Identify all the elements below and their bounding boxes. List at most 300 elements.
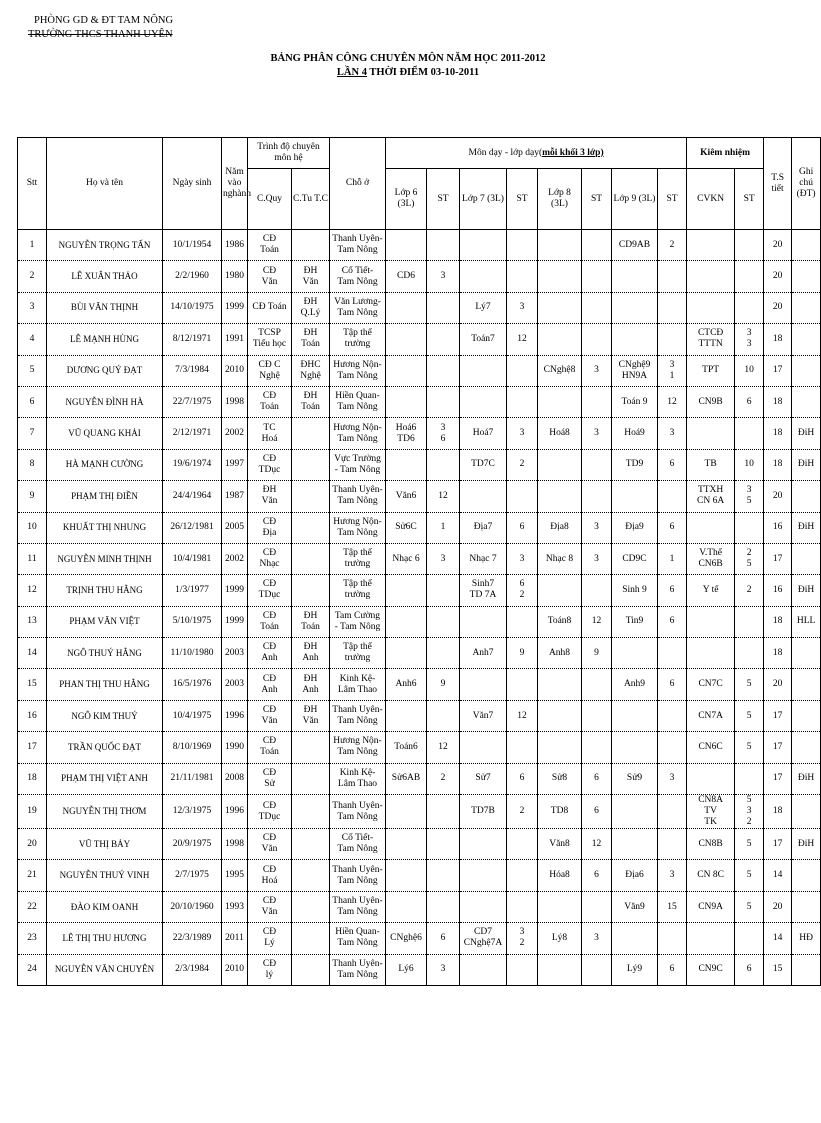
cell-stcv: 5 bbox=[735, 860, 764, 891]
cell-dob: 11/10/1980 bbox=[163, 638, 222, 669]
cell-grade6 bbox=[386, 860, 427, 891]
cell-st7: 3 bbox=[507, 418, 538, 449]
cell-total: 20 bbox=[764, 669, 792, 700]
cell-training-cq: CĐ Văn bbox=[248, 261, 292, 292]
table-row bbox=[18, 261, 821, 292]
cell-training-tc bbox=[292, 418, 330, 449]
cell-grade9: Hoá9 bbox=[612, 418, 658, 449]
cell-st6: 9 bbox=[427, 669, 460, 700]
cell-stcv: 3 3 bbox=[735, 324, 764, 355]
cell-st6: 3 6 bbox=[427, 418, 460, 449]
cell-grade8 bbox=[538, 669, 582, 700]
cell-st9 bbox=[658, 261, 687, 292]
cell-stt: 22 bbox=[18, 891, 47, 922]
cell-cvkn: TPT bbox=[687, 355, 735, 386]
cell-address: Thanh Uyên- Tam Nông bbox=[330, 860, 386, 891]
cell-grade8 bbox=[538, 261, 582, 292]
cell-grade8 bbox=[538, 700, 582, 731]
table-row bbox=[18, 954, 821, 985]
cell-grade6 bbox=[386, 449, 427, 480]
cell-note bbox=[792, 292, 821, 323]
cell-st8 bbox=[582, 261, 612, 292]
cell-dob: 10/4/1981 bbox=[163, 543, 222, 574]
cell-stcv: 10 bbox=[735, 355, 764, 386]
cell-st8: 6 bbox=[582, 795, 612, 829]
header-st8: ST bbox=[582, 169, 612, 230]
cell-dob: 2/12/1971 bbox=[163, 418, 222, 449]
cell-st8 bbox=[582, 575, 612, 606]
cell-year: 1980 bbox=[222, 261, 248, 292]
cell-grade7 bbox=[460, 669, 507, 700]
cell-cvkn: CN9C bbox=[687, 954, 735, 985]
cell-st8 bbox=[582, 700, 612, 731]
cell-grade9 bbox=[612, 923, 658, 954]
cell-grade6: CD6 bbox=[386, 261, 427, 292]
cell-training-tc bbox=[292, 763, 330, 794]
cell-dob: 24/4/1964 bbox=[163, 481, 222, 512]
cell-grade9: TD9 bbox=[612, 449, 658, 480]
cell-total: 20 bbox=[764, 292, 792, 323]
cell-cvkn: CN7A bbox=[687, 700, 735, 731]
cell-grade9: Địa6 bbox=[612, 860, 658, 891]
cell-note bbox=[792, 954, 821, 985]
cell-st6 bbox=[427, 891, 460, 922]
cell-name: NGUYỄN MINH THỊNH bbox=[47, 543, 163, 574]
cell-name: NGUYỄN THUÝ VINH bbox=[47, 860, 163, 891]
cell-grade6: Sử6AB bbox=[386, 763, 427, 794]
cell-training-cq: CĐ Văn bbox=[248, 829, 292, 860]
cell-dob: 10/1/1954 bbox=[163, 230, 222, 261]
header-stcv: ST bbox=[735, 169, 764, 230]
cell-st9 bbox=[658, 732, 687, 763]
cell-grade9: Sử9 bbox=[612, 763, 658, 794]
cell-stcv: 5 3 2 bbox=[735, 795, 764, 829]
cell-grade7: TD7C bbox=[460, 449, 507, 480]
cell-address: Tập thể trường bbox=[330, 575, 386, 606]
cell-dob: 8/12/1971 bbox=[163, 324, 222, 355]
cell-address: Văn Lương- Tam Nông bbox=[330, 292, 386, 323]
cell-grade8: Văn8 bbox=[538, 829, 582, 860]
cell-st7: 6 2 bbox=[507, 575, 538, 606]
cell-stcv: 3 5 bbox=[735, 481, 764, 512]
cell-grade7: Địa7 bbox=[460, 512, 507, 543]
cell-address: Tập thể trường bbox=[330, 638, 386, 669]
cell-cvkn bbox=[687, 923, 735, 954]
cell-grade9: Toán 9 bbox=[612, 386, 658, 417]
cell-total: 16 bbox=[764, 512, 792, 543]
cell-st8 bbox=[582, 732, 612, 763]
cell-stcv: 2 bbox=[735, 575, 764, 606]
cell-note: ĐiH bbox=[792, 829, 821, 860]
table-row bbox=[18, 324, 821, 355]
table-row bbox=[18, 763, 821, 794]
cell-note bbox=[792, 230, 821, 261]
cell-note bbox=[792, 355, 821, 386]
cell-address: Hiền Quan- Tam Nông bbox=[330, 386, 386, 417]
cell-grade6 bbox=[386, 324, 427, 355]
cell-stt: 15 bbox=[18, 669, 47, 700]
cell-stt: 14 bbox=[18, 638, 47, 669]
cell-dob: 2/7/1975 bbox=[163, 860, 222, 891]
cell-st9: 12 bbox=[658, 386, 687, 417]
cell-total: 20 bbox=[764, 261, 792, 292]
cell-note bbox=[792, 261, 821, 292]
cell-name: NGUYỄN TRỌNG TẤN bbox=[47, 230, 163, 261]
cell-year: 1996 bbox=[222, 795, 248, 829]
cell-note bbox=[792, 860, 821, 891]
cell-note bbox=[792, 324, 821, 355]
cell-note bbox=[792, 700, 821, 731]
cell-grade8 bbox=[538, 481, 582, 512]
cell-grade8 bbox=[538, 324, 582, 355]
cell-address: Thanh Uyên- Tam Nông bbox=[330, 481, 386, 512]
cell-total: 17 bbox=[764, 829, 792, 860]
cell-name: VŨ THỊ BẢY bbox=[47, 829, 163, 860]
cell-dob: 5/10/1975 bbox=[163, 606, 222, 637]
cell-st9: 6 bbox=[658, 575, 687, 606]
cell-grade6: Hoá6 TD6 bbox=[386, 418, 427, 449]
table-row bbox=[18, 923, 821, 954]
cell-st6 bbox=[427, 449, 460, 480]
cell-grade7: TD7B bbox=[460, 795, 507, 829]
cell-dob: 26/12/1981 bbox=[163, 512, 222, 543]
table-row bbox=[18, 418, 821, 449]
cell-address: Kinh Kệ- Lâm Thao bbox=[330, 763, 386, 794]
cell-st8 bbox=[582, 481, 612, 512]
cell-st6 bbox=[427, 795, 460, 829]
cell-grade7 bbox=[460, 230, 507, 261]
cell-stt: 6 bbox=[18, 386, 47, 417]
cell-training-cq: CĐ Toán bbox=[248, 732, 292, 763]
cell-year: 1995 bbox=[222, 860, 248, 891]
cell-name: NGUYỄN THỊ THƠM bbox=[47, 795, 163, 829]
cell-year: 1990 bbox=[222, 732, 248, 763]
cell-year: 1999 bbox=[222, 292, 248, 323]
cell-st8: 3 bbox=[582, 543, 612, 574]
cell-note bbox=[792, 638, 821, 669]
cell-st6: 12 bbox=[427, 481, 460, 512]
cell-name: BÙI VĂN THỊNH bbox=[47, 292, 163, 323]
cell-address: Hương Nộn- Tam Nông bbox=[330, 732, 386, 763]
cell-total: 20 bbox=[764, 481, 792, 512]
cell-name: KHUẤT THỊ NHUNG bbox=[47, 512, 163, 543]
cell-stt: 9 bbox=[18, 481, 47, 512]
cell-name: HÀ MẠNH CƯỜNG bbox=[47, 449, 163, 480]
document-title: BẢNG PHÂN CÔNG CHUYÊN MÔN NĂM HỌC 2011-2012 bbox=[270, 53, 546, 64]
cell-name: NGUYỄN ĐÌNH HÀ bbox=[47, 386, 163, 417]
cell-total: 20 bbox=[764, 230, 792, 261]
cell-st9: 15 bbox=[658, 891, 687, 922]
cell-st8: 6 bbox=[582, 763, 612, 794]
cell-grade9 bbox=[612, 829, 658, 860]
cell-total: 18 bbox=[764, 418, 792, 449]
cell-address: Hương Nộn- Tam Nông bbox=[330, 512, 386, 543]
cell-stt: 11 bbox=[18, 543, 47, 574]
cell-stt: 19 bbox=[18, 795, 47, 829]
cell-st6 bbox=[427, 860, 460, 891]
cell-training-tc: ĐH Văn bbox=[292, 700, 330, 731]
cell-grade7: CD7 CNghệ7A bbox=[460, 923, 507, 954]
cell-year: 2010 bbox=[222, 355, 248, 386]
cell-note bbox=[792, 891, 821, 922]
cell-cvkn bbox=[687, 638, 735, 669]
cell-dob: 14/10/1975 bbox=[163, 292, 222, 323]
cell-st7: 6 bbox=[507, 512, 538, 543]
cell-dob: 16/5/1976 bbox=[163, 669, 222, 700]
table-row bbox=[18, 543, 821, 574]
cell-st7 bbox=[507, 481, 538, 512]
cell-name: LÊ XUÂN THẢO bbox=[47, 261, 163, 292]
cell-year: 1998 bbox=[222, 386, 248, 417]
cell-training-tc bbox=[292, 543, 330, 574]
cell-st9: 6 bbox=[658, 954, 687, 985]
cell-grade7: Văn7 bbox=[460, 700, 507, 731]
header-subjects bbox=[386, 138, 687, 169]
cell-dob: 8/10/1969 bbox=[163, 732, 222, 763]
cell-stcv bbox=[735, 512, 764, 543]
cell-st6 bbox=[427, 638, 460, 669]
header-total: T.S tiết bbox=[764, 138, 792, 230]
header-dob: Ngày sinh bbox=[163, 138, 222, 230]
cell-cvkn: CN9B bbox=[687, 386, 735, 417]
cell-cvkn: V.Thể CN6B bbox=[687, 543, 735, 574]
revision-date: THỜI ĐIỂM 03-10-2011 bbox=[366, 67, 480, 78]
cell-stcv: 2 5 bbox=[735, 543, 764, 574]
cell-st9 bbox=[658, 324, 687, 355]
cell-grade6: Lý6 bbox=[386, 954, 427, 985]
cell-name: ĐÀO KIM OANH bbox=[47, 891, 163, 922]
cell-dob: 2/2/1960 bbox=[163, 261, 222, 292]
cell-name: NGUYỄN VĂN CHUYÊN bbox=[47, 954, 163, 985]
cell-stt: 5 bbox=[18, 355, 47, 386]
cell-st8 bbox=[582, 230, 612, 261]
cell-grade8 bbox=[538, 230, 582, 261]
table-row bbox=[18, 575, 821, 606]
cell-dob: 22/3/1989 bbox=[163, 923, 222, 954]
cell-year: 1997 bbox=[222, 449, 248, 480]
cell-training-tc: ĐH Anh bbox=[292, 638, 330, 669]
cell-grade6 bbox=[386, 386, 427, 417]
cell-training-tc bbox=[292, 891, 330, 922]
cell-grade9: Văn9 bbox=[612, 891, 658, 922]
cell-grade9 bbox=[612, 481, 658, 512]
cell-year: 2003 bbox=[222, 669, 248, 700]
cell-stcv bbox=[735, 606, 764, 637]
cell-stcv bbox=[735, 292, 764, 323]
cell-st6: 3 bbox=[427, 261, 460, 292]
cell-st8: 3 bbox=[582, 923, 612, 954]
cell-cvkn bbox=[687, 512, 735, 543]
cell-stt: 17 bbox=[18, 732, 47, 763]
cell-st6 bbox=[427, 230, 460, 261]
cell-st8 bbox=[582, 386, 612, 417]
cell-year: 1998 bbox=[222, 829, 248, 860]
cell-address: Cổ Tiết- Tam Nông bbox=[330, 829, 386, 860]
cell-st6 bbox=[427, 355, 460, 386]
header-grade8: Lớp 8 (3L) bbox=[538, 169, 582, 230]
cell-stt: 4 bbox=[18, 324, 47, 355]
header-grade6: Lớp 6 (3L) bbox=[386, 169, 427, 230]
cell-grade8: Hóa8 bbox=[538, 860, 582, 891]
cell-total: 17 bbox=[764, 732, 792, 763]
cell-address: Thanh Uyên- Tam Nông bbox=[330, 891, 386, 922]
cell-stt: 7 bbox=[18, 418, 47, 449]
cell-stt: 12 bbox=[18, 575, 47, 606]
header-cvkn: CVKN bbox=[687, 169, 735, 230]
cell-stcv: 5 bbox=[735, 732, 764, 763]
cell-stt: 10 bbox=[18, 512, 47, 543]
cell-stcv bbox=[735, 763, 764, 794]
cell-st6: 3 bbox=[427, 954, 460, 985]
cell-cvkn: CN6C bbox=[687, 732, 735, 763]
cell-grade7: Anh7 bbox=[460, 638, 507, 669]
cell-name: NGÔ KIM THUÝ bbox=[47, 700, 163, 731]
cell-training-tc: ĐH Văn bbox=[292, 261, 330, 292]
cell-stt: 23 bbox=[18, 923, 47, 954]
cell-stt: 18 bbox=[18, 763, 47, 794]
cell-training-cq: CĐ Toán bbox=[248, 292, 292, 323]
table-row bbox=[18, 449, 821, 480]
cell-dob: 20/10/1960 bbox=[163, 891, 222, 922]
cell-name: PHAN THỊ THU HẰNG bbox=[47, 669, 163, 700]
cell-st6 bbox=[427, 829, 460, 860]
table-row bbox=[18, 860, 821, 891]
cell-st7 bbox=[507, 732, 538, 763]
cell-dob: 7/3/1984 bbox=[163, 355, 222, 386]
cell-cvkn: CN7C bbox=[687, 669, 735, 700]
cell-grade9 bbox=[612, 292, 658, 323]
cell-st7 bbox=[507, 669, 538, 700]
cell-name: VŨ QUANG KHẢI bbox=[47, 418, 163, 449]
header-grade9: Lớp 9 (3L) bbox=[612, 169, 658, 230]
cell-stcv: 5 bbox=[735, 829, 764, 860]
cell-grade8 bbox=[538, 891, 582, 922]
cell-cvkn: CN 8C bbox=[687, 860, 735, 891]
cell-dob: 22/7/1975 bbox=[163, 386, 222, 417]
cell-st9: 2 bbox=[658, 230, 687, 261]
cell-training-cq: CĐ Anh bbox=[248, 669, 292, 700]
header-training: Trình độ chuyên môn hệ bbox=[248, 138, 330, 169]
cell-training-tc bbox=[292, 860, 330, 891]
cell-st7: 3 bbox=[507, 543, 538, 574]
cell-grade9: Lý9 bbox=[612, 954, 658, 985]
cell-st6 bbox=[427, 606, 460, 637]
cell-st7: 12 bbox=[507, 324, 538, 355]
cell-training-cq: CĐ Toán bbox=[248, 386, 292, 417]
cell-st6 bbox=[427, 324, 460, 355]
cell-grade8: Anh8 bbox=[538, 638, 582, 669]
header-concurrent: Kiêm nhiệm bbox=[687, 138, 764, 169]
cell-grade9: Sinh 9 bbox=[612, 575, 658, 606]
cell-st8 bbox=[582, 954, 612, 985]
cell-grade8 bbox=[538, 954, 582, 985]
cell-st8: 9 bbox=[582, 638, 612, 669]
cell-year: 2008 bbox=[222, 763, 248, 794]
cell-training-tc bbox=[292, 954, 330, 985]
cell-total: 18 bbox=[764, 606, 792, 637]
cell-grade6 bbox=[386, 638, 427, 669]
cell-grade6 bbox=[386, 891, 427, 922]
cell-grade9: CD9C bbox=[612, 543, 658, 574]
cell-dob: 2/3/1984 bbox=[163, 954, 222, 985]
cell-grade7: Lý7 bbox=[460, 292, 507, 323]
cell-total: 14 bbox=[764, 923, 792, 954]
header-subjects-label: Môn dạy - lớp dạy( bbox=[468, 147, 543, 158]
cell-grade6 bbox=[386, 575, 427, 606]
cell-name: TRỊNH THU HẰNG bbox=[47, 575, 163, 606]
cell-training-cq: CĐ TDục bbox=[248, 449, 292, 480]
cell-grade8: Địa8 bbox=[538, 512, 582, 543]
cell-address: Tập thể trường bbox=[330, 324, 386, 355]
organization-header bbox=[28, 14, 173, 42]
cell-grade6 bbox=[386, 795, 427, 829]
cell-st7 bbox=[507, 386, 538, 417]
cell-name: LÊ THỊ THU HƯƠNG bbox=[47, 923, 163, 954]
cell-stcv bbox=[735, 638, 764, 669]
cell-dob: 10/4/1975 bbox=[163, 700, 222, 731]
cell-cvkn: TB bbox=[687, 449, 735, 480]
cell-stcv: 5 bbox=[735, 669, 764, 700]
cell-training-tc: ĐHC Nghệ bbox=[292, 355, 330, 386]
cell-note bbox=[792, 669, 821, 700]
cell-name: DƯƠNG QUÝ ĐẠT bbox=[47, 355, 163, 386]
table-row bbox=[18, 795, 821, 829]
cell-stcv: 5 bbox=[735, 891, 764, 922]
cell-stt: 8 bbox=[18, 449, 47, 480]
header-cq: C.Quy bbox=[248, 169, 292, 230]
cell-total: 20 bbox=[764, 891, 792, 922]
cell-name: PHẠM THỊ VIỆT ANH bbox=[47, 763, 163, 794]
cell-grade7: Hoá7 bbox=[460, 418, 507, 449]
cell-grade6: Anh6 bbox=[386, 669, 427, 700]
cell-grade9: Địa9 bbox=[612, 512, 658, 543]
cell-st9 bbox=[658, 481, 687, 512]
cell-grade6: Toán6 bbox=[386, 732, 427, 763]
cell-grade6 bbox=[386, 230, 427, 261]
cell-training-tc bbox=[292, 795, 330, 829]
cell-total: 18 bbox=[764, 386, 792, 417]
cell-grade9 bbox=[612, 732, 658, 763]
cell-st7: 9 bbox=[507, 638, 538, 669]
cell-note: ĐiH bbox=[792, 763, 821, 794]
cell-st9: 3 bbox=[658, 418, 687, 449]
cell-grade8: Sử8 bbox=[538, 763, 582, 794]
cell-address: Kinh Kệ- Lâm Thao bbox=[330, 669, 386, 700]
cell-year: 2005 bbox=[222, 512, 248, 543]
cell-address: Tập thể trường bbox=[330, 543, 386, 574]
cell-st6 bbox=[427, 575, 460, 606]
cell-st7: 6 bbox=[507, 763, 538, 794]
cell-grade8: Hoá8 bbox=[538, 418, 582, 449]
table-row bbox=[18, 355, 821, 386]
cell-grade7 bbox=[460, 954, 507, 985]
cell-training-tc bbox=[292, 575, 330, 606]
cell-grade6 bbox=[386, 700, 427, 731]
cell-stcv bbox=[735, 418, 764, 449]
cell-total: 15 bbox=[764, 954, 792, 985]
cell-training-cq: CĐ Văn bbox=[248, 891, 292, 922]
cell-dob: 19/6/1974 bbox=[163, 449, 222, 480]
cell-note: ĐiH bbox=[792, 449, 821, 480]
cell-training-tc bbox=[292, 230, 330, 261]
cell-training-cq: CĐ Văn bbox=[248, 700, 292, 731]
cell-total: 17 bbox=[764, 355, 792, 386]
cell-st9: 3 bbox=[658, 860, 687, 891]
cell-training-tc bbox=[292, 481, 330, 512]
school-name: TRƯỜNG THCS THANH UYÊN bbox=[28, 29, 173, 40]
cell-st9 bbox=[658, 829, 687, 860]
cell-total: 18 bbox=[764, 638, 792, 669]
